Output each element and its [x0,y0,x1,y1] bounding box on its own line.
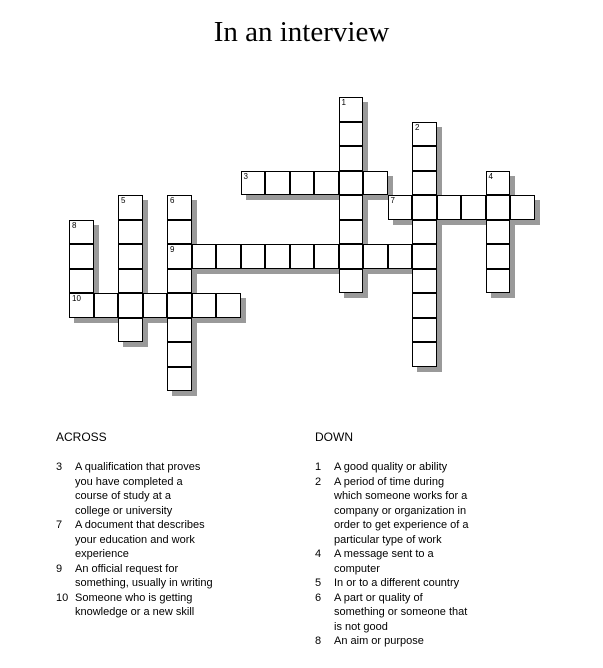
grid-cell-face [69,293,94,318]
clue-text: knowledge or a new skill [75,606,195,618]
clue-text: particular type of work [334,533,442,546]
grid-cell-face [388,195,413,220]
cell-number: 9 [170,245,175,254]
grid-cell-face [412,195,437,220]
grid-cell-face [339,195,364,220]
clue-text: course of study at a [75,490,171,502]
grid-cell-face [265,244,290,269]
grid-cell-face [265,171,290,196]
clue-text: something or someone that [334,606,468,618]
clue-text: order to get experience of a [334,519,469,531]
clue-text: college or university [75,504,173,517]
grid-cell-face [339,146,364,171]
grid-cell-face [412,318,437,343]
grid-cell-face [69,244,94,269]
grid-cell-face [69,269,94,294]
clue-number: 5 [315,577,322,589]
clue-number: 8 [315,635,322,647]
grid-cell-face [437,195,462,220]
grid-cell-face [118,244,143,269]
clue-text: experience [75,548,129,560]
grid-cell-face [412,293,437,318]
grid-cell-face [388,244,413,269]
cell-number: 7 [390,196,395,205]
grid-cell-face [461,195,486,220]
grid-cell-face [314,171,339,196]
clue-number: 1 [315,461,322,473]
grid-cell-face [339,171,364,196]
grid-cell-face [290,244,315,269]
grid-cell-face [339,220,364,245]
clue-text: your education and work [75,533,195,546]
clue-number: 3 [56,461,63,473]
grid-cell-face [216,293,241,318]
grid-cell-face [339,97,364,122]
grid-cell-face [143,293,168,318]
grid-cell-face [486,220,511,245]
cell-number: 2 [415,122,420,132]
cell-number: 8 [72,220,77,230]
grid-cell-face [167,195,192,220]
grid-cell-face [314,244,339,269]
grid-cell-face [412,220,437,245]
grid-cell-face [412,171,437,196]
grid-cell-face [118,195,143,220]
grid-cell-face [486,195,511,220]
clue-text: is not good [334,620,388,633]
clue-number: 4 [315,548,322,560]
grid-cell-face [167,293,192,318]
grid-cell-face [118,220,143,245]
clue-number: 6 [315,591,322,604]
grid-cell-face [412,244,437,269]
clue-text: A part or quality of [334,591,423,604]
grid-cell-face [510,195,535,220]
clue-text: you have completed a [75,475,183,488]
cell-number: 10 [72,294,81,303]
grid-cell-face [167,318,192,343]
clue-text: A period of time during [334,475,445,488]
grid-cell-face [167,367,192,392]
grid-cell-face [167,269,192,294]
grid-cell-face [486,244,511,269]
grid-cell-face [118,293,143,318]
clue-text: An aim or purpose [334,635,424,647]
grid-cell-face [290,171,315,196]
grid-cell-face [363,171,388,196]
clue-text: An official request for [75,562,179,575]
grid-cell-face [118,269,143,294]
cell-number: 3 [243,171,248,181]
grid-cell-face [486,171,511,196]
puzzle-title: In an interview [213,16,390,48]
down-heading: DOWN [315,430,353,444]
grid-cell-face [167,244,192,269]
clue-text: computer [334,562,380,575]
grid-cell-face [412,269,437,294]
grid-cell-face [192,244,217,269]
grid-cell-face [363,244,388,269]
clue-text: A good quality or ability [334,461,448,473]
clue-text: which someone works for a [334,490,468,502]
clue-number: 7 [56,519,63,531]
clue-text: A qualification that proves [75,461,201,473]
clue-text: A document that describes [75,519,205,531]
grid-cell-face [69,220,94,245]
grid-cell-face [167,342,192,367]
grid-cell-face [339,269,364,294]
grid-cell-face [167,220,192,245]
clue-number: 2 [315,475,322,488]
clue-number: 9 [56,562,63,575]
cell-number: 1 [341,98,346,107]
grid-cell-face [486,269,511,294]
clue-text: A message sent to a [334,548,434,560]
cell-number: 4 [488,171,493,181]
grid-cell-face [192,293,217,318]
clue-text: company or organization in [334,504,467,517]
clue-number: 10 [56,591,69,604]
grid-cell-face [241,244,266,269]
clue-text: Someone who is getting [75,591,193,604]
grid-cell-face [412,146,437,171]
grid-cell-face [339,244,364,269]
grid-cell-face [339,122,364,147]
cell-number: 5 [121,196,126,205]
grid-cell-face [241,171,266,196]
grid-cell-face [118,318,143,343]
grid-cell-face [94,293,119,318]
grid-cell-face [412,342,437,367]
grid-cell-face [216,244,241,269]
grid-cell-face [412,122,437,147]
clue-text: something, usually in writing [75,577,213,589]
across-heading: ACROSS [56,430,107,444]
cell-number: 6 [170,196,175,205]
clue-text: In or to a different country [334,577,460,589]
